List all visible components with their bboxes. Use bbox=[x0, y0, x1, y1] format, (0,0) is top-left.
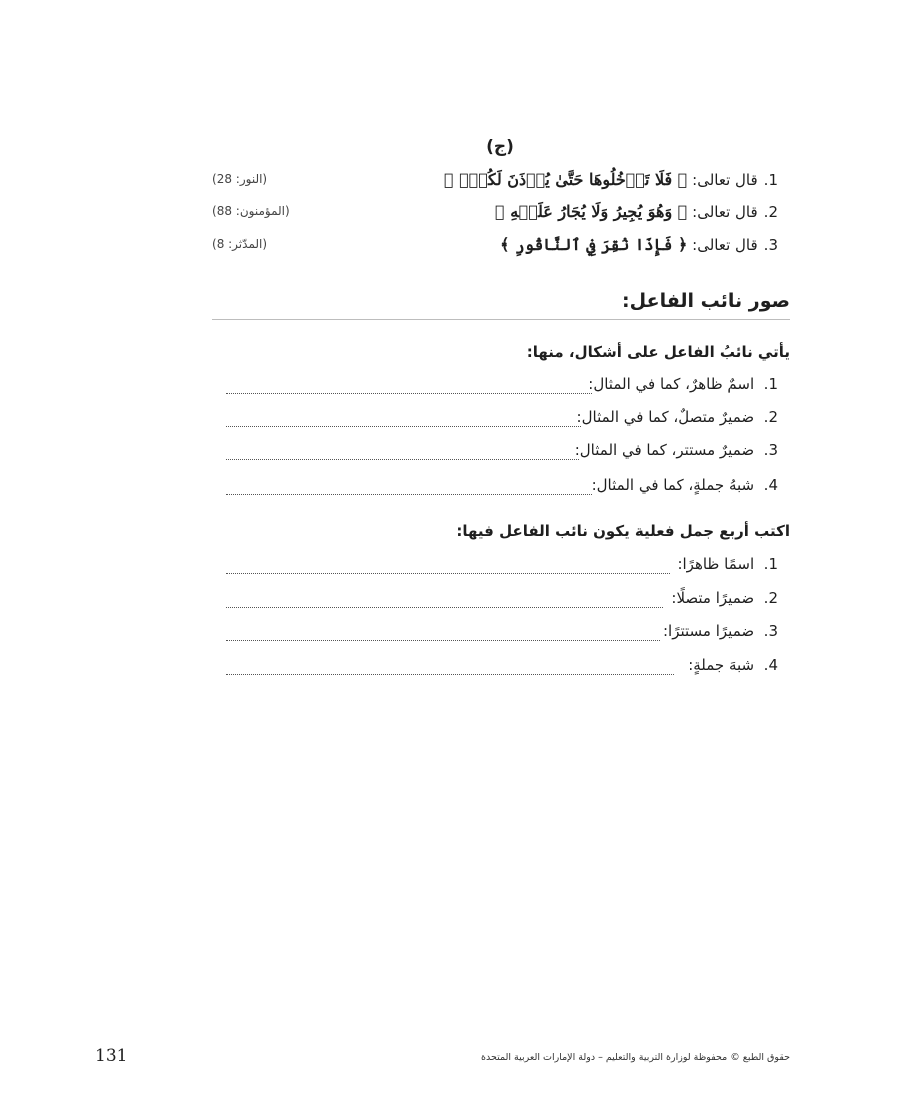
item-text: ضميرٌ متصلٌ، كما في المثال: bbox=[576, 408, 755, 426]
item-number: 2. bbox=[763, 589, 778, 607]
verse-row bbox=[212, 235, 778, 263]
verse-number: 3. bbox=[763, 236, 778, 254]
item-text: ضميرٌ مستتر، كما في المثال: bbox=[574, 441, 755, 459]
forms-instruction: يأتي نائبُ الفاعل على أشكال، منها: bbox=[526, 343, 790, 361]
item-text: شبهَ جملةٍ: bbox=[688, 656, 755, 674]
form-item bbox=[226, 375, 778, 399]
verse-intro: قال تعالى: bbox=[687, 203, 758, 221]
form-item-label bbox=[584, 375, 778, 393]
title-divider bbox=[212, 319, 790, 320]
item-text: اسمًا ظاهرًا: bbox=[677, 555, 755, 573]
verse-row bbox=[212, 170, 778, 198]
answer-line[interactable] bbox=[226, 426, 581, 427]
verse-main bbox=[444, 170, 778, 189]
verse-reference: (المؤمنون: 88) bbox=[212, 204, 290, 218]
section-title: صور نائب الفاعل: bbox=[622, 290, 790, 312]
writing-item-label bbox=[667, 589, 778, 607]
item-text: ضميرًا متصلًا: bbox=[671, 589, 755, 607]
form-item-label bbox=[571, 441, 778, 459]
answer-line[interactable] bbox=[226, 640, 660, 641]
form-item-label bbox=[573, 408, 778, 426]
verse-row bbox=[212, 202, 778, 230]
item-number: 3. bbox=[763, 622, 778, 640]
writing-item-label bbox=[684, 656, 778, 674]
item-number: 1. bbox=[763, 555, 778, 573]
item-text: شبهُ جملةٍ، كما في المثال: bbox=[591, 476, 755, 494]
item-number: 1. bbox=[763, 375, 778, 393]
verse-text: ﴿ فَإِذَا نُقِرَ فِي ٱلنَّاقُورِ ﴾ bbox=[500, 235, 688, 254]
item-text: ضميرًا مستترًا: bbox=[663, 622, 755, 640]
form-item-label bbox=[588, 476, 778, 494]
writing-item bbox=[226, 656, 778, 680]
copyright-footer: حقوق الطبع © محفوظة لوزارة التربية والتعليم – دولة الإمارات العربية المتحدة bbox=[481, 1052, 790, 1063]
item-number: 3. bbox=[763, 441, 778, 459]
verse-reference: (المدّثر: 8) bbox=[212, 237, 268, 251]
form-item bbox=[226, 476, 778, 500]
writing-instruction: اكتب أربع جمل فعلية يكون نائب الفاعل فيها: bbox=[456, 522, 790, 540]
writing-item bbox=[226, 622, 778, 646]
verse-intro: قال تعالى: bbox=[687, 171, 758, 189]
section-letter: (ج) bbox=[486, 137, 514, 157]
answer-line[interactable] bbox=[226, 607, 663, 608]
item-number: 4. bbox=[763, 656, 778, 674]
verse-intro: قال تعالى: bbox=[687, 236, 758, 254]
verse-main bbox=[500, 235, 778, 254]
verse-main bbox=[495, 202, 778, 221]
answer-line[interactable] bbox=[226, 674, 674, 675]
verse-text: ﴿ فَلَا تَدۡخُلُوهَا حَتَّىٰ يُؤۡذَنَ لَكُمۡۖ ﴾ bbox=[444, 170, 688, 189]
writing-item bbox=[226, 555, 778, 579]
form-item bbox=[226, 408, 778, 432]
writing-item-label bbox=[673, 555, 778, 573]
item-number: 2. bbox=[763, 408, 778, 426]
verse-text: ﴿ وَهُوَ يُجِيرُ وَلَا يُجَارُ عَلَيۡهِ ﴾ bbox=[495, 202, 688, 221]
item-text: اسمٌ ظاهرٌ، كما في المثال: bbox=[588, 375, 755, 393]
answer-line[interactable] bbox=[226, 494, 592, 495]
page-number: 131 bbox=[95, 1046, 128, 1066]
answer-line[interactable] bbox=[226, 573, 670, 574]
writing-item-label bbox=[659, 622, 778, 640]
item-number: 4. bbox=[763, 476, 778, 494]
writing-item bbox=[226, 589, 778, 613]
verse-number: 2. bbox=[763, 203, 778, 221]
form-item bbox=[226, 441, 778, 465]
verse-reference: (النور: 28) bbox=[212, 172, 268, 186]
verse-number: 1. bbox=[763, 171, 778, 189]
answer-line[interactable] bbox=[226, 393, 592, 394]
answer-line[interactable] bbox=[226, 459, 579, 460]
